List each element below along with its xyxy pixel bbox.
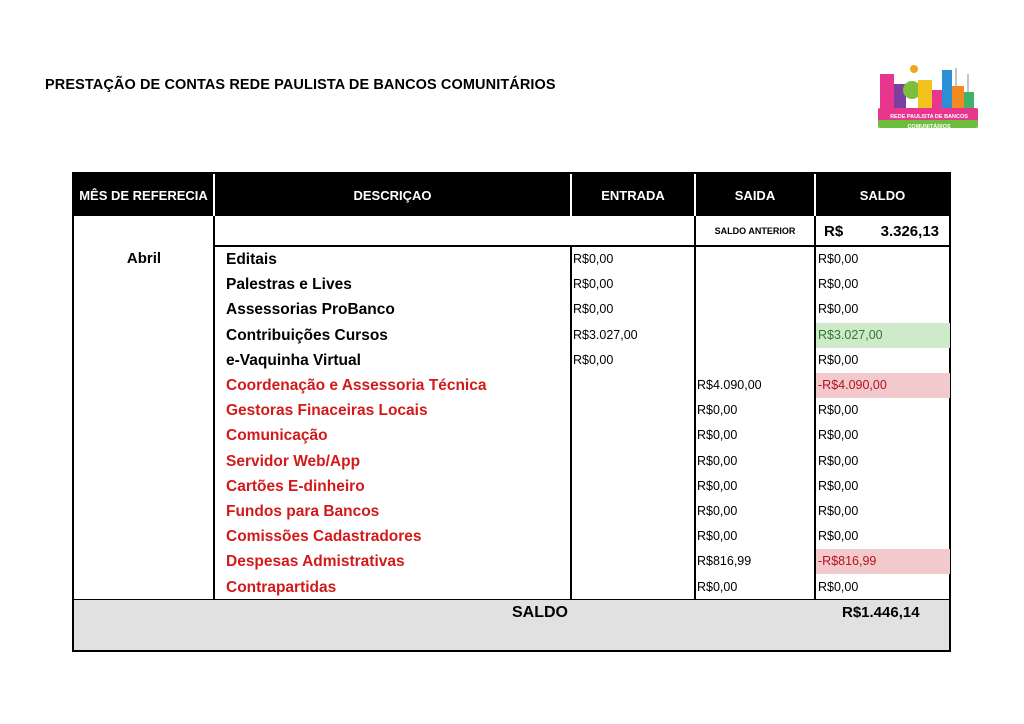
row-entrada: R$0,00 xyxy=(573,352,614,367)
row-saldo: R$3.027,00 xyxy=(816,323,950,348)
header-mes: MÊS DE REFERECIA xyxy=(74,174,213,216)
divider xyxy=(213,216,215,600)
footer-saldo-value: R$1.446,14 xyxy=(842,604,920,621)
row-saldo: -R$4.090,00 xyxy=(816,373,950,398)
month-label: Abril xyxy=(126,250,162,267)
header-saida: SAIDA xyxy=(696,174,814,216)
row-saldo: R$0,00 xyxy=(818,453,859,468)
row-saldo: -R$816,99 xyxy=(816,549,950,574)
row-saldo: R$0,00 xyxy=(818,252,859,266)
row-description: Contrapartidas xyxy=(226,578,337,596)
row-description: e-Vaquinha Virtual xyxy=(226,351,361,369)
row-saida: R$4.090,00 xyxy=(697,378,762,392)
row-description: Editais xyxy=(226,251,277,268)
row-saldo: R$0,00 xyxy=(818,529,859,544)
row-saldo: R$0,00 xyxy=(818,302,859,317)
row-description: Palestras e Lives xyxy=(226,276,352,294)
row-saida: R$0,00 xyxy=(697,478,738,493)
row-saldo: R$0,00 xyxy=(818,478,859,493)
saldo-anterior-value: 3.326,13 xyxy=(880,223,939,240)
row-description: Coordenação e Assessoria Técnica xyxy=(226,377,487,394)
row-description: Despesas Admistrativas xyxy=(226,553,405,571)
saldo-anterior-currency: R$ xyxy=(824,223,844,240)
row-description: Contribuições Cursos xyxy=(226,326,388,344)
row-saldo: R$0,00 xyxy=(818,352,859,367)
row-saida: R$0,00 xyxy=(697,403,738,418)
row-description: Comissões Cadastradores xyxy=(226,528,422,546)
page-title: PRESTAÇÃO DE CONTAS REDE PAULISTA DE BANCOS COMUNITÁRIOS xyxy=(45,77,556,93)
row-saldo: R$0,00 xyxy=(818,579,859,594)
row-entrada: R$3.027,00 xyxy=(573,327,638,342)
divider xyxy=(570,246,572,600)
header-saldo: SALDO xyxy=(816,174,949,216)
row-saida: R$0,00 xyxy=(697,579,738,594)
row-saldo: R$0,00 xyxy=(818,403,859,418)
header-descricao: DESCRIÇAO xyxy=(215,174,570,216)
row-entrada: R$0,00 xyxy=(573,252,614,266)
divider xyxy=(694,216,696,600)
row-saida: R$0,00 xyxy=(697,453,738,468)
row-description: Fundos para Bancos xyxy=(226,503,380,520)
accounts-table xyxy=(72,172,951,652)
row-saida: R$816,99 xyxy=(697,554,752,569)
footer-saldo-label: SALDO xyxy=(512,604,568,621)
row-saldo: R$0,00 xyxy=(818,428,859,443)
row-saida: R$0,00 xyxy=(697,428,738,443)
row-description: Assessorias ProBanco xyxy=(226,301,395,319)
logo-text: REDE PAULISTA DE BANCOS COMUNITÁRIOS xyxy=(890,114,968,130)
saldo-anterior-label: SALDO ANTERIOR xyxy=(714,226,796,236)
header-entrada: ENTRADA xyxy=(572,174,694,216)
row-description: Gestoras Finaceiras Locais xyxy=(226,402,428,420)
row-entrada: R$0,00 xyxy=(573,277,614,292)
row-saldo: R$0,00 xyxy=(818,504,859,518)
row-description: Cartões E-dinheiro xyxy=(226,477,365,495)
row-saida: R$0,00 xyxy=(697,504,738,518)
row-description: Servidor Web/App xyxy=(226,452,361,470)
row-saldo: R$0,00 xyxy=(818,277,859,292)
row-saida: R$0,00 xyxy=(697,529,738,544)
row-description: Comunicação xyxy=(226,427,328,445)
row-entrada: R$0,00 xyxy=(573,302,614,317)
